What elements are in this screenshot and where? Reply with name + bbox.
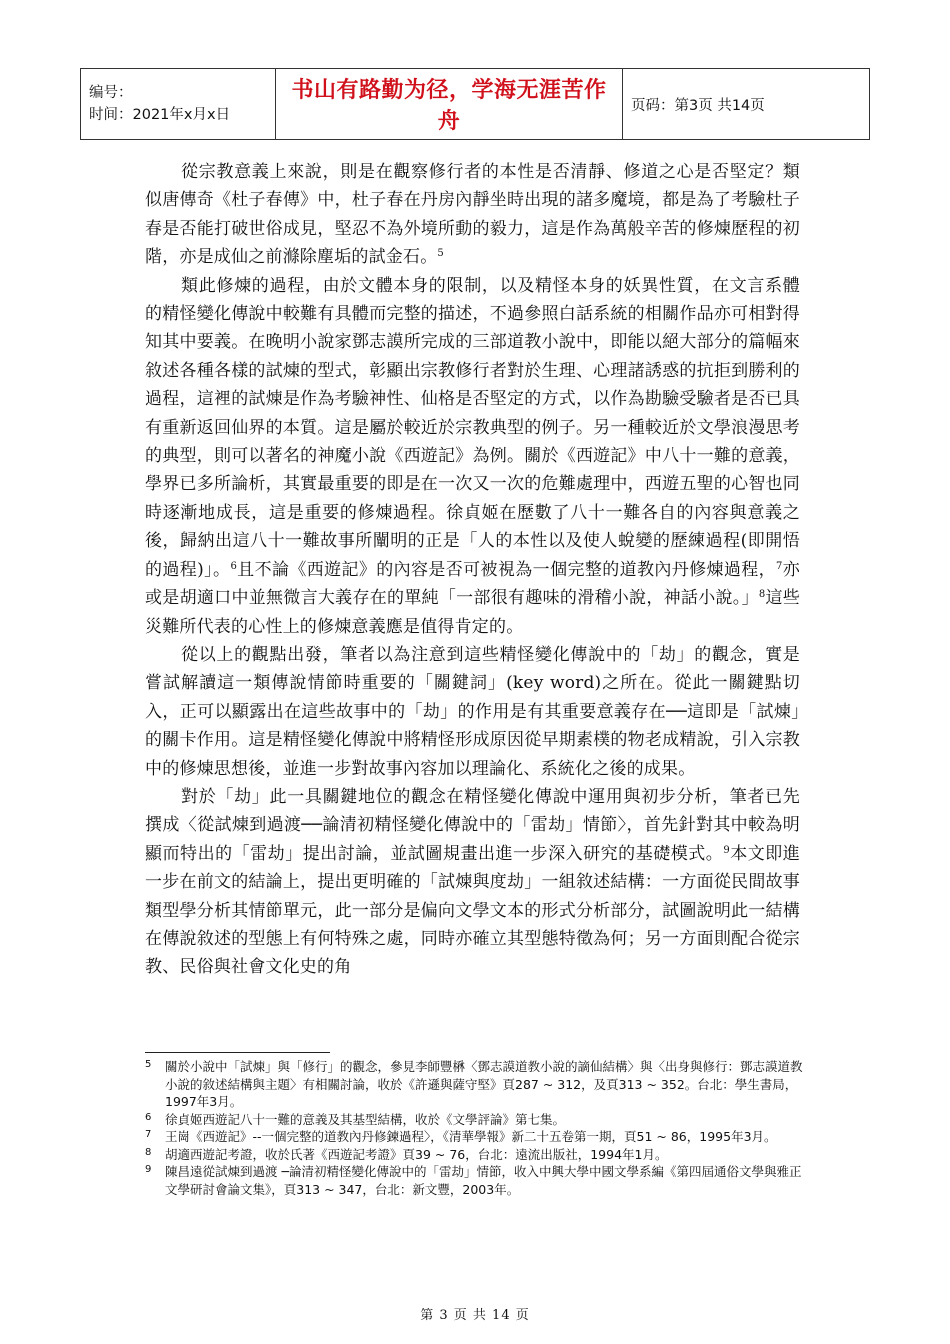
paragraph-text: 對於「劫」此一具關鍵地位的觀念在精怪變化傳說中運用與初步分析，筆者已先撰成〈從試煉到過渡──論清初精怪變化傳說中的「雷劫」情節〉，首先針對其中較為明顯而特出的「雷劫」提出討論，並試圖規畫出進一步深入研究的基礎模式。 bbox=[145, 786, 800, 864]
footnotes bbox=[145, 1058, 805, 1198]
footnote-item bbox=[145, 1163, 805, 1198]
paragraph-text: 從宗教意義上來說，則是在觀察修行者的本性是否清靜、修道之心是否堅定？類似唐傳奇《杜子春傳》中，杜子春在丹房內靜坐時出現的諸多魔境，都是為了考驗杜子春是否能打破世俗成見，堅忍不為外境所動的毅力，這是作為萬般辛苦的修煉歷程的初階，亦是成仙之前滌除塵垢的試金石。 bbox=[145, 162, 800, 268]
article-body bbox=[145, 158, 800, 982]
body-paragraph bbox=[145, 641, 800, 783]
body-paragraph bbox=[145, 158, 800, 272]
footnote-number: 9 bbox=[145, 1164, 152, 1175]
paragraph-text: 這些災難所代表的心性上的修煉意義應是值得肯定的。 bbox=[145, 588, 800, 637]
footnote-number: 8 bbox=[145, 1146, 152, 1158]
document-number-label: 编号： bbox=[89, 85, 133, 101]
footnote-ref[interactable]: 7 bbox=[776, 560, 783, 572]
footnote-text: 徐貞姬西遊記八十一難的意義及其基型結構，收於《文學評論》第七集。 bbox=[165, 1111, 566, 1127]
header-motto: 书山有路勤为径，学海无涯苦作舟 bbox=[276, 69, 623, 140]
footnote-number: 6 bbox=[145, 1111, 152, 1123]
footnote-ref[interactable]: 8 bbox=[758, 589, 766, 601]
footnote-item bbox=[145, 1058, 805, 1111]
paragraph-text: 且不論《西遊記》的內容是否可被視為一個完整的道教內丹修煉過程， bbox=[237, 559, 777, 580]
footnote-item bbox=[145, 1111, 805, 1129]
header-page-info: 页码：第3页 共14页 bbox=[623, 69, 870, 140]
paragraph-text: 亦或是胡適口中並無微言大義存在的單純「一部很有趣味的滑稽小說，神話小說。」 bbox=[145, 559, 800, 609]
paragraph-text: 從以上的觀點出發，筆者以為注意到這些精怪變化傳說中的「劫」的觀念，實是嘗試解讀這一類傳說情節時重要的「關鍵詞」(key word)之所在。從此一關鍵點切入，正可以顯露出在這些故事中的「劫」的作用是有其重要意義存在──這即是「試煉」的關卡作用。這是精怪變化傳說中將精怪形成原因從早期素樸的物老成精說，引入宗教中的修煉思想後，並進一步對故事內容加以理論化、系統化之後的成果。 bbox=[145, 644, 800, 779]
footnote-item bbox=[145, 1146, 805, 1164]
paragraph-text: 本文即進一步在前文的結論上，提出更明確的「試煉與度劫」一組敘述結構：一方面從民間故事類型學分析其情節單元，此一部分是偏向文學文本的形式分析部分，試圖說明此一結構在傳說敘述的型態上有何特殊之處，同時亦確立其型態特徵為何；另一方面則配合從宗教、民俗與社會文化史的角 bbox=[145, 843, 800, 978]
header-meta-cell bbox=[81, 69, 276, 140]
page-footer: 第 3 页 共 14 页 bbox=[420, 1308, 530, 1323]
footnote-number: 5 bbox=[145, 1059, 152, 1070]
body-paragraph bbox=[145, 272, 800, 641]
body-paragraph bbox=[145, 783, 800, 982]
footnote-ref[interactable]: 5 bbox=[437, 248, 444, 260]
footnote-ref[interactable]: 6 bbox=[230, 560, 237, 572]
footnote-text: 王崗《西遊記》--一個完整的道教內丹修鍊過程〉，《清華學報》新二十五卷第一期，頁51 ~ 86，1995年3月。 bbox=[165, 1129, 777, 1144]
footnote-number: 7 bbox=[145, 1129, 152, 1140]
page-header bbox=[80, 68, 870, 140]
footnote-text: 關於小說中「試煉」與「修行」的觀念，參見李師豐楙〈鄧志謨道教小說的謫仙結構〉與〈出身與修行：鄧志謨道教小說的敘述結構與主題〉有相關討論，收於《許遜與薩守堅》頁287 ~ 312，及頁313 ~ 352。台北：學生書局，1997年3月。 bbox=[165, 1059, 803, 1109]
footnote-separator bbox=[145, 1052, 330, 1053]
document-date-label: 时间：2021年x月x日 bbox=[89, 107, 231, 123]
footnote-text: 陳昌遠從試煉到過渡 ─論清初精怪變化傳說中的「雷劫」情節，收入中興大學中國文學系編《第四屆通俗文學與雅正文學研討會論文集》，頁313 ~ 347，台北：新文豐，2003年。 bbox=[165, 1164, 802, 1197]
footnote-text: 胡適西遊記考證，收於氏著《西遊記考證》頁39 ~ 76，台北：遠流出版社，1994年1月。 bbox=[165, 1146, 668, 1162]
footnote-item bbox=[145, 1128, 805, 1146]
paragraph-text: 類此修煉的過程，由於文體本身的限制，以及精怪本身的妖異性質，在文言系體的精怪變化傳說中較難有具體而完整的描述，不過參照白話系統的相關作品亦可相對得知其中要義。在晚明小說家鄧志謨所完成的三部道教小說中，即能以絕大部分的篇幅來敘述各種各樣的試煉的型式，彰顯出宗教修行者對於生理、心理諸誘惑的抗拒到勝利的過程，這裡的試煉是作為考驗神性、仙格是否堅定的方式，以作為勘驗受驗者是否已具有重新返回仙界的本質。這是屬於較近於宗教典型的例子。另一種較近於文學浪漫思考的典型，則可以著名的神魔小說《西遊記》為例。關於《西遊記》中八十一難的意義，學界已多所論析，其實最重要的即是在一次又一次的危難處理中，西遊五聖的心智也同時逐漸地成長，這是重要的修煉過程。徐貞姬在歷數了八十一難各自的內容與意義之後，歸納出這八十一難故事所闡明的正是「人的本性以及使人蛻變的歷練過程(即開悟的過程)」。 bbox=[145, 275, 800, 580]
footnote-ref[interactable]: 9 bbox=[723, 844, 730, 856]
